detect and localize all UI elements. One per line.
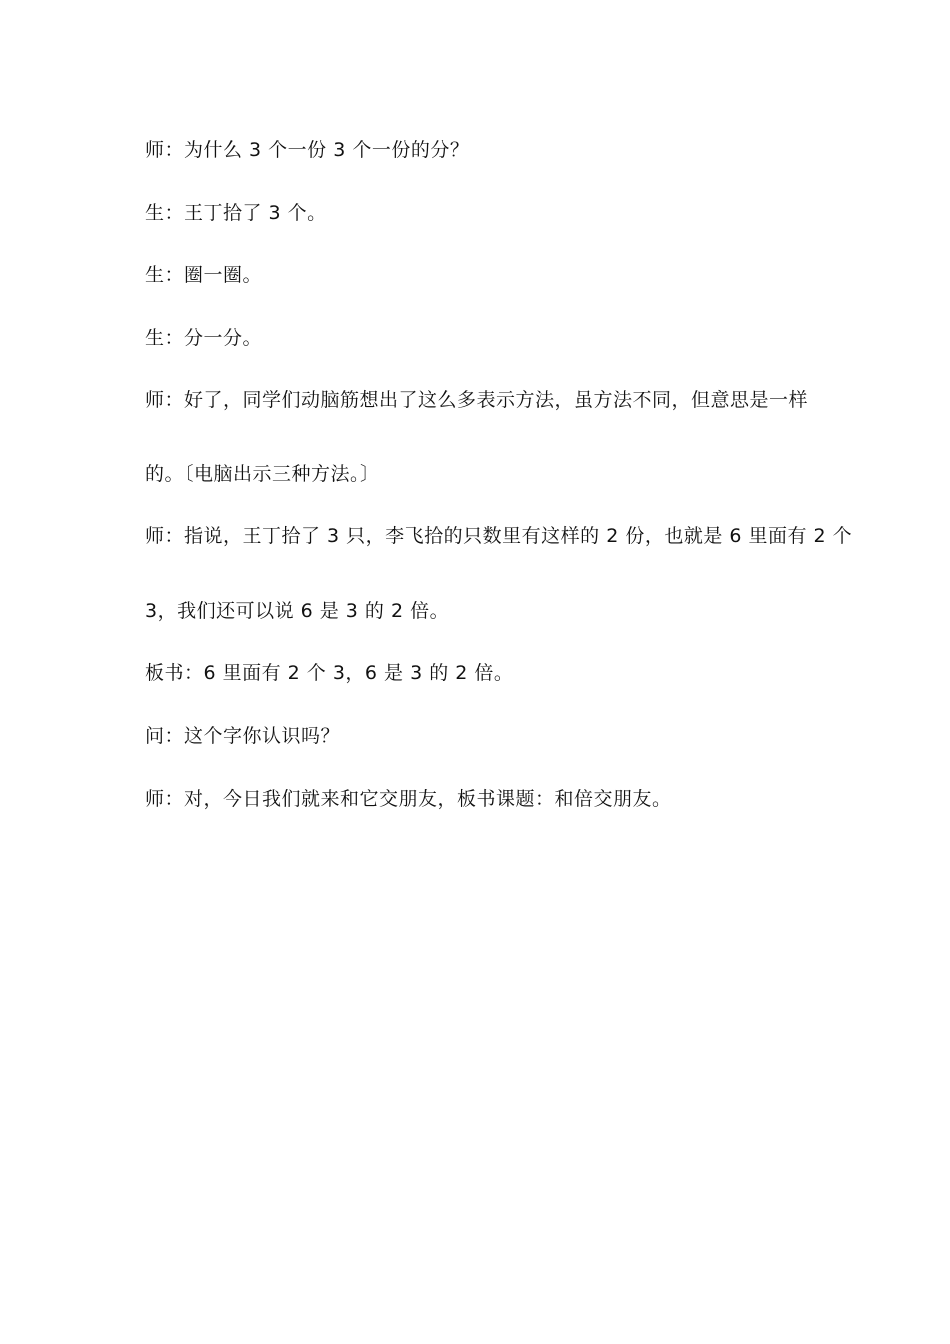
blackboard-line: 板书：6 里面有 2 个 3，6 是 3 的 2 倍。	[145, 662, 514, 684]
dialogue-line: 师：指说，王丁拾了 3 只，李飞拾的只数里有这样的 2 份，也就是 6 里面有 2 个	[145, 525, 853, 547]
dialogue-line-continuation: 的。〔电脑出示三种方法。〕	[145, 463, 380, 485]
dialogue-line: 师：为什么 3 个一份 3 个一份的分？	[145, 139, 470, 161]
dialogue-line: 师：对，今日我们就来和它交朋友，板书课题：和倍交朋友。	[145, 788, 672, 810]
dialogue-line-continuation: 3，我们还可以说 6 是 3 的 2 倍。	[145, 600, 450, 622]
dialogue-line: 生：分一分。	[145, 327, 263, 349]
dialogue-line: 问：这个字你认识吗？	[145, 725, 341, 747]
dialogue-line: 生：王丁拾了 3 个。	[145, 202, 327, 224]
dialogue-line: 师：好了，同学们动脑筋想出了这么多表示方法，虽方法不同，但意思是一样	[145, 389, 809, 411]
dialogue-line: 生：圈一圈。	[145, 264, 263, 286]
